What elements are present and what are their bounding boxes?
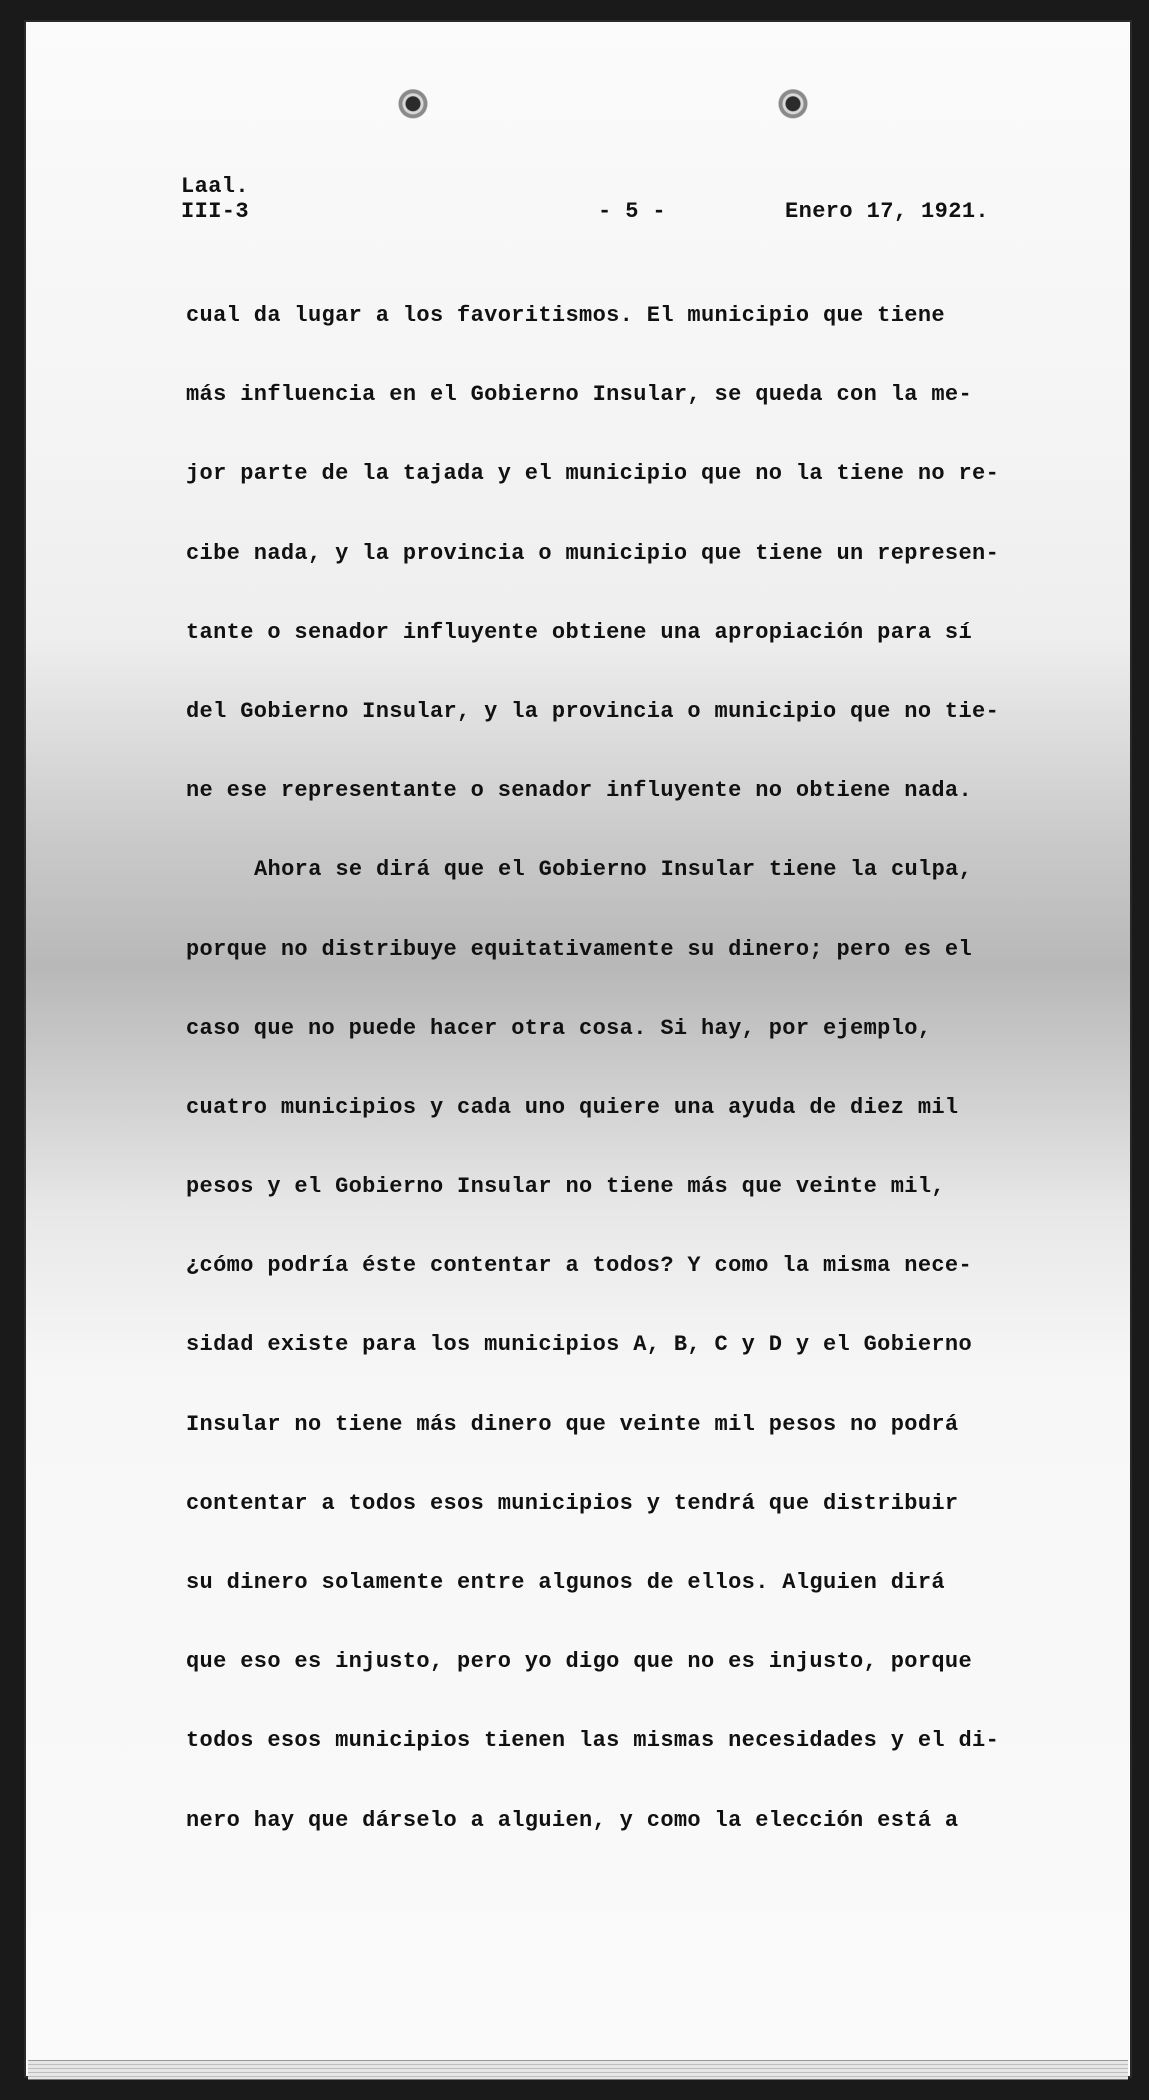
text-line: contentar a todos esos municipios y tendrá que distribuir xyxy=(186,1490,959,1516)
text-line: Insular no tiene más dinero que veinte mil pesos no podrá xyxy=(186,1411,959,1437)
document-date: Enero 17, 1921. xyxy=(785,199,990,224)
punch-hole-right xyxy=(778,84,808,120)
text-line: caso que no puede hacer otra cosa. Si hay, por ejemplo, xyxy=(186,1015,932,1041)
text-line: pesos y el Gobierno Insular no tiene más que veinte mil, xyxy=(186,1174,945,1200)
text-line: ¿cómo podría éste contentar a todos? Y como la misma nece- xyxy=(186,1253,973,1279)
text-line: su dinero solamente entre algunos de ellos. Alguien dirá xyxy=(186,1570,945,1595)
reference-code xyxy=(181,174,249,224)
text-line: nero hay que dárselo a alguien, y como la elección está a xyxy=(186,1807,959,1833)
reference-line-1: Laal. xyxy=(181,174,250,199)
text-line: tante o senador influyente obtiene una apropiación para sí xyxy=(186,619,973,645)
text-line: más influencia en el Gobierno Insular, se queda con la me- xyxy=(186,382,973,408)
page-number: - 5 - xyxy=(598,199,667,224)
text-line: sidad existe para los municipios A, B, C y D y el Gobierno xyxy=(186,1332,973,1358)
text-line: jor parte de la tajada y el municipio que no la tiene no re- xyxy=(186,461,1000,487)
reference-line-2: III-3 xyxy=(181,199,250,224)
text-line: ne ese representante o senador influyente no obtiene nada. xyxy=(186,778,973,804)
stacked-pages-edge xyxy=(28,2060,1128,2080)
punch-hole-left xyxy=(398,84,428,120)
text-line: cibe nada, y la provincia o municipio que tiene un represen- xyxy=(186,540,1000,566)
text-line: todos esos municipios tienen las mismas necesidades y el di- xyxy=(186,1728,1000,1754)
text-line: cual da lugar a los favoritismos. El municipio que tiene xyxy=(186,303,945,328)
text-line: del Gobierno Insular, y la provincia o municipio que no tie- xyxy=(186,698,1000,724)
text-line: porque no distribuye equitativamente su dinero; pero es el xyxy=(186,936,973,962)
document-body xyxy=(186,303,1006,1887)
text-line: que eso es injusto, pero yo digo que no es injusto, porque xyxy=(186,1649,973,1675)
text-line: Ahora se dirá que el Gobierno Insular tiene la culpa, xyxy=(254,857,973,883)
text-line: cuatro municipios y cada uno quiere una ayuda de diez mil xyxy=(186,1094,959,1120)
